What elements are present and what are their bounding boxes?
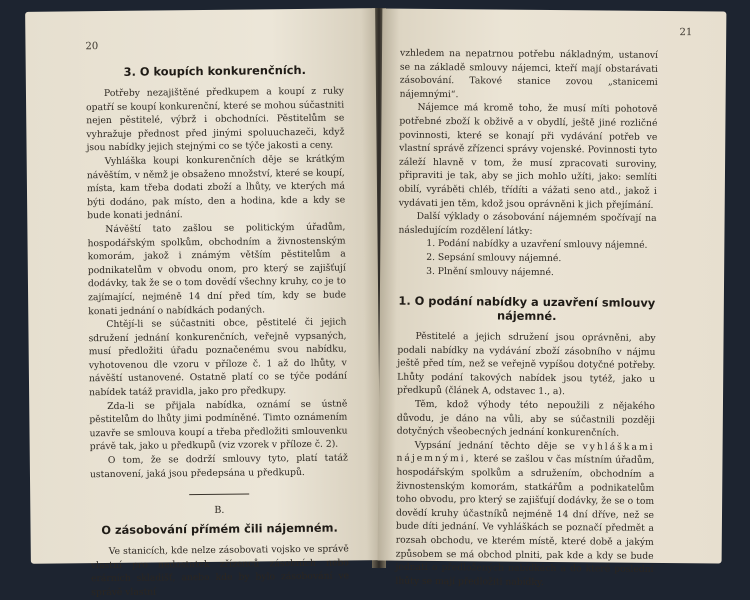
- section-divider: [189, 494, 249, 496]
- heading-podani-nabidky: 1. O podání nabídky a uzavření smlouvy nájemné.: [398, 293, 656, 324]
- spacer: [398, 278, 656, 290]
- left-paragraph-7: Ve stanicích, kde nelze zásobovati vojsko ve správě vlastní pro nedostatek zřízenců zásobních nebo erárních skladišť, anebo kde by bylo zásobování ve správě vlastní: [90, 543, 350, 599]
- right-paragraph-1: vzhledem na nepatrnou potřebu nákladným, ustanoví se na základě smlouvy nájemci, kteří mají obstarávati zásobování. Takové stanice zovou „stanicemi nájemnými“.: [399, 47, 659, 100]
- right-page: [378, 9, 727, 588]
- left-paragraph-2: Vyhláška koupi konkurenčních děje se krátkým návěštím, v němž je obsaženo množství, které se koupí, místa, kam třeba dodati zboží a lhůty, ve kterých má býti dodáno, pak místo, den a hodina, kde a kdy se bude konati jednání.: [86, 153, 346, 222]
- page-number-right: 21: [679, 27, 693, 39]
- left-paragraph-4: Chtějí-li se súčastniti obce, pěstitelé či jejich sdružení jednání konkurenčních, veřejně vypsaných, musí předložiti úřadu poznačenému svou nabídku, vyhotovenou dle vzoru v příloze č. 1 až do lhůty, v návěští ustanovené. Ostatně platí co se týče podání nabídek tatáž pravidla, jako pro předkupy.: [88, 316, 348, 399]
- left-page: [25, 8, 381, 599]
- right-paragraph-6: [395, 438, 654, 590]
- paragraph-rest: které se zašlou v čas místním úřadům, hospodářským spolkům a sdružením, obchodním a živnostenským komorám, statkářům a podnikatelům toho obvodu, pro který se zajišťují dodávky, že se o tom dovědí kruhy účastníků nejméně 14 dní dříve, než se bude díti jednání. Ve vyhláškách se poznačí předmět a rozsah obchodu, ve kterém místě, které době a jakým způsobem se má obchod plniti, pak kde a kdy se bude jednati o předložených nabídkách a do které poslední lhůty se mají předložiti nabídky.: [395, 453, 655, 588]
- left-column: [86, 57, 350, 600]
- spaced-term: vyhláškami nájemnými,: [396, 441, 655, 465]
- section-letter: B.: [214, 505, 225, 517]
- left-paragraph-5: Zda-li se přijala nabídka, oznámí se ústně pěstitelům do lhůty jimi podmíněné. Timto oznámením uzavře se smlouva koupí a třeba předložiti smlouvenku právě tak, jako u předkupů (viz vzorek v příloze č. 2).: [89, 398, 348, 453]
- list-item: 1. Podání nabídky a uzavření smlouvy nájemné.: [426, 238, 648, 252]
- right-paragraph-3: Další výklady o zásobování nájemném spočívají na následujícím rozdělení látky:: [398, 210, 657, 237]
- heading-konkurencni: 3. O koupích konkurenčních.: [123, 62, 306, 79]
- right-paragraph-4: Pěstitelé a jejich sdružení jsou oprávněni, aby podali nabídky na vydávání zboží zásobního v nájmu ještě před tím, než se veřejně vypíšou dotyčné potřeby. Lhůty podání takových nabídek jsou tytéž, jako u předkupů (článek A, odstavec 1., a).: [397, 330, 656, 398]
- left-paragraph-3: Návěští tato zašlou se politickým úřadům, hospodářským spolkům, obchodním a živnostenským komorám, jakož i známým větším pěstitelům a podnikatelům v obvodu onom, pro který se zajišťují dodávky, tak že se o tom dovědí všechny kruhy, co je to zajímající, nejméně 14 dní před tím, kdy se bude konati jednání o nabídkách podaných.: [87, 221, 347, 317]
- right-column: [395, 47, 658, 591]
- paragraph-lead: Vypsání jednání těchto děje se: [414, 439, 575, 453]
- left-paragraph-1: Potřeby nezajištěné předkupem a koupí z ruky opatří se koupí konkurenční, které se mohou súčastniti nejen pěstitelé, výbrž i obchodníci. Pěstitelům se vyhražuje přednost před jinými spoluuchazeči, když jsou nabídky jejich stejnými co se týče jakosti a ceny.: [86, 85, 345, 154]
- left-paragraph-6: O tom, že se dodrží smlouvy tyto, platí tatáž ustanovení, jaká jsou předepsána u předkupů.: [89, 452, 348, 480]
- heading-najemne: O zásobování přímém čili nájemném.: [101, 520, 338, 538]
- list-item: 3. Plnění smlouvy nájemné.: [426, 265, 554, 278]
- page-number-left: 20: [85, 41, 99, 53]
- right-paragraph-2: Nájemce má kromě toho, že musí míti pohotově potřebné zboží k obživě a v obydlí, ještě jiné rozličné povinnosti, které se konají při vydávání potřeb ve vlastní správě zřízenci správy vojenské. Povinnosti tyto záleží hlavně v tom, že musí zpracovati suroviny, připraviti je tak, aby se jich mohlo užíti, jako: semlíti obilí, vyráběti chléb, třídíti a vážati seno atd., jakož i vydávati jen těm, kdož jsou oprávněni k jich přejímání.: [398, 102, 658, 211]
- right-paragraph-5: Těm, kdož výhody této nepoužili z nějakého důvodu, je dáno na vůli, aby se súčastnili později dotyčných všeobecných jednání konkurenčních.: [396, 398, 656, 439]
- outline-list: [398, 237, 656, 280]
- list-item: 2. Sepsání smlouvy nájemné.: [426, 251, 562, 264]
